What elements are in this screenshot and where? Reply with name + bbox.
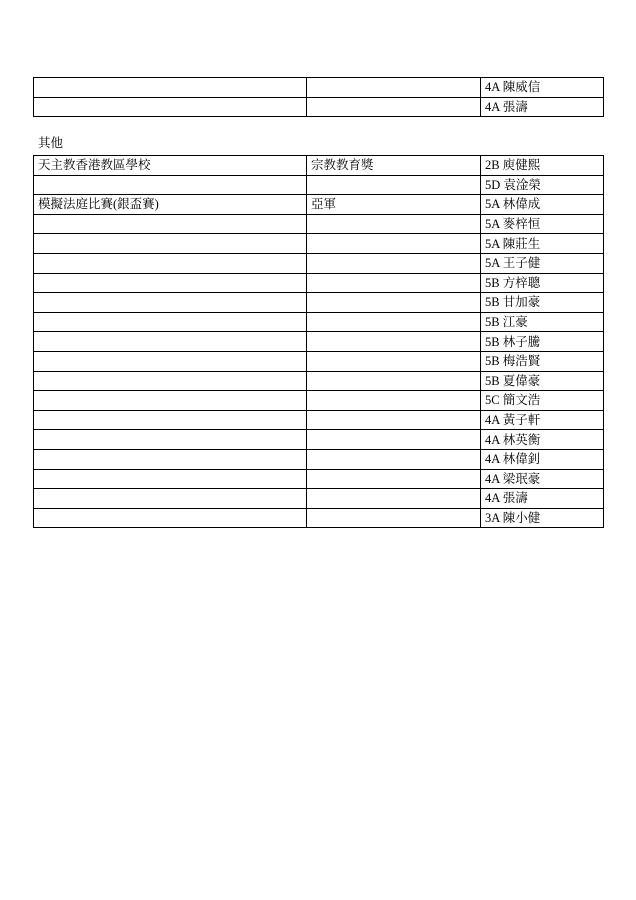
student-name-cell: 4A 林偉釗 — [481, 449, 604, 469]
award-result-cell — [307, 253, 481, 273]
table-row — [34, 97, 604, 117]
student-name-cell: 2B 庾健熙 — [481, 156, 604, 176]
student-name-cell: 3A 陳小健 — [481, 508, 604, 528]
award-event-cell — [34, 489, 307, 509]
table-row — [34, 156, 604, 176]
award-event-cell — [34, 175, 307, 195]
award-table-continued — [33, 77, 604, 117]
table-row — [34, 449, 604, 469]
award-event-cell — [34, 234, 307, 254]
table-row — [34, 410, 604, 430]
award-result-cell — [307, 273, 481, 293]
award-result-cell — [307, 469, 481, 489]
award-result-cell: 宗教教育獎 — [307, 156, 481, 176]
award-table-body — [34, 156, 604, 528]
award-result-cell — [307, 391, 481, 411]
award-result-cell — [307, 332, 481, 352]
student-name-cell: 5B 方梓聰 — [481, 273, 604, 293]
table-row — [34, 273, 604, 293]
award-event-cell — [34, 449, 307, 469]
table-row — [34, 78, 604, 98]
student-name-cell: 5A 陳莊生 — [481, 234, 604, 254]
award-result-cell — [307, 351, 481, 371]
award-event-cell — [34, 391, 307, 411]
award-result-cell — [307, 410, 481, 430]
student-name-cell: 4A 梁珉豪 — [481, 469, 604, 489]
section-heading-other: 其他 — [38, 136, 64, 150]
award-result-cell — [307, 449, 481, 469]
table-row — [34, 469, 604, 489]
student-name-cell: 5D 袁淦榮 — [481, 175, 604, 195]
table-row — [34, 293, 604, 313]
award-event-cell — [34, 351, 307, 371]
table-row — [34, 508, 604, 528]
award-event-cell: 天主教香港教區學校 — [34, 156, 307, 176]
award-result-cell — [307, 234, 481, 254]
award-result-cell — [307, 312, 481, 332]
award-result-cell: 亞軍 — [307, 195, 481, 215]
award-event-cell — [34, 97, 307, 117]
student-name-cell: 5B 林子騰 — [481, 332, 604, 352]
student-name-cell: 5B 甘加豪 — [481, 293, 604, 313]
student-name-cell: 4A 陳威信 — [481, 78, 604, 98]
award-event-cell — [34, 293, 307, 313]
award-result-cell — [307, 214, 481, 234]
award-event-cell — [34, 410, 307, 430]
award-event-cell — [34, 78, 307, 98]
table-row — [34, 489, 604, 509]
student-name-cell: 4A 張濤 — [481, 97, 604, 117]
student-name-cell: 4A 黃子軒 — [481, 410, 604, 430]
table-row — [34, 351, 604, 371]
award-result-cell — [307, 508, 481, 528]
award-event-cell — [34, 273, 307, 293]
award-result-cell — [307, 371, 481, 391]
award-table-body — [34, 78, 604, 117]
award-result-cell — [307, 293, 481, 313]
award-event-cell — [34, 332, 307, 352]
award-result-cell — [307, 430, 481, 450]
student-name-cell: 5B 夏偉豪 — [481, 371, 604, 391]
award-result-cell — [307, 97, 481, 117]
award-event-cell — [34, 430, 307, 450]
table-row — [34, 234, 604, 254]
table-row — [34, 312, 604, 332]
table-row — [34, 430, 604, 450]
table-row — [34, 371, 604, 391]
award-event-cell — [34, 469, 307, 489]
award-event-cell — [34, 371, 307, 391]
award-table-other — [33, 155, 604, 528]
award-event-cell — [34, 508, 307, 528]
student-name-cell: 5A 林偉成 — [481, 195, 604, 215]
student-name-cell: 5C 簡文浩 — [481, 391, 604, 411]
award-event-cell: 模擬法庭比賽(銀盃賽) — [34, 195, 307, 215]
table-row — [34, 332, 604, 352]
award-event-cell — [34, 312, 307, 332]
table-row — [34, 214, 604, 234]
award-result-cell — [307, 175, 481, 195]
student-name-cell: 5A 王子健 — [481, 253, 604, 273]
award-event-cell — [34, 214, 307, 234]
student-name-cell: 5A 麥梓恒 — [481, 214, 604, 234]
student-name-cell: 5B 梅浩賢 — [481, 351, 604, 371]
student-name-cell: 4A 林英衡 — [481, 430, 604, 450]
table-row — [34, 195, 604, 215]
table-row — [34, 391, 604, 411]
award-result-cell — [307, 489, 481, 509]
table-row — [34, 175, 604, 195]
award-event-cell — [34, 253, 307, 273]
table-row — [34, 253, 604, 273]
student-name-cell: 4A 張濤 — [481, 489, 604, 509]
student-name-cell: 5B 江豪 — [481, 312, 604, 332]
award-result-cell — [307, 78, 481, 98]
